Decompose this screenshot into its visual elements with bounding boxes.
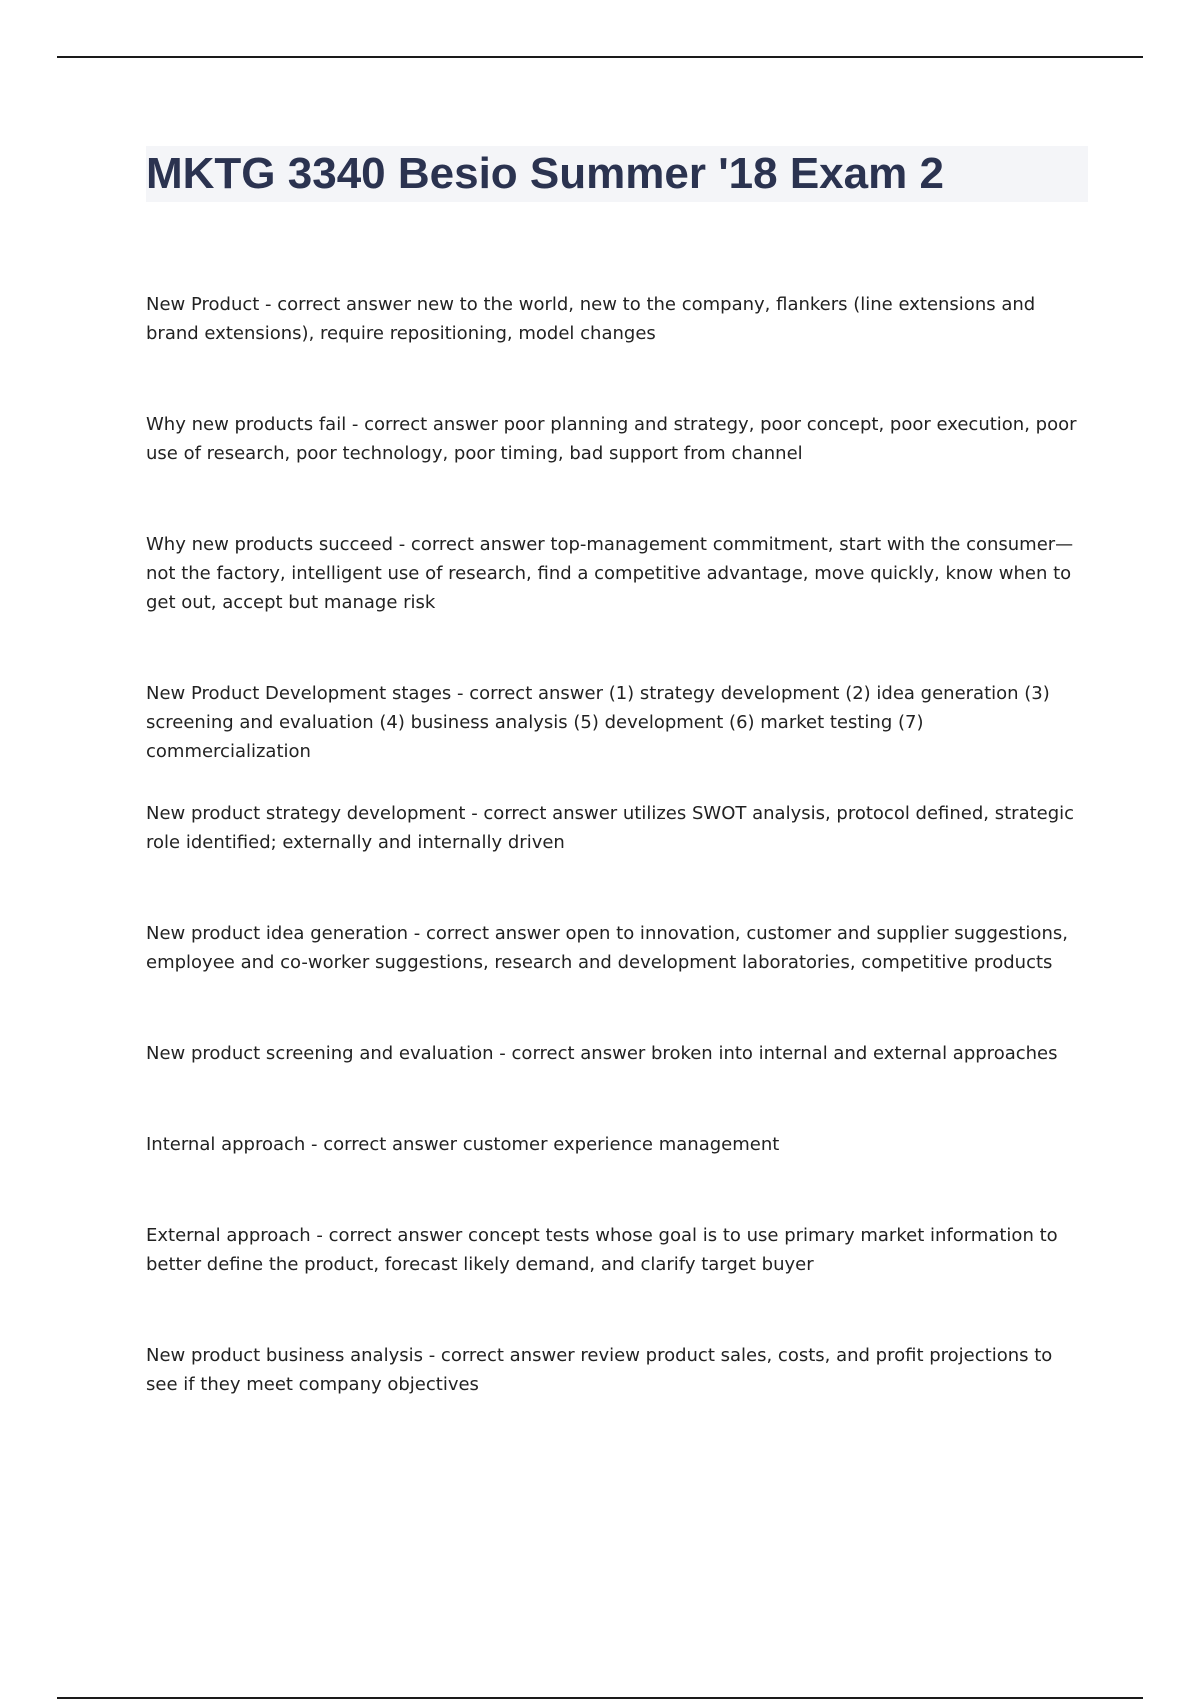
qa-item-strategy-development: New product strategy development - correct answer utilizes SWOT analysis, protocol defined, strategic role identified; externally and internally driven: [146, 803, 1075, 853]
qa-item-external-approach: External approach - correct answer concept tests whose goal is to use primary market information to better define the product, forecast likely demand, and clarify target buyer: [146, 1225, 1058, 1275]
bottom-rule: [57, 1697, 1143, 1699]
qa-item-why-fail: Why new products fail - correct answer poor planning and strategy, poor concept, poor execution, poor use of research, poor technology, poor timing, bad support from channel: [146, 414, 1077, 464]
qa-item-idea-generation: New product idea generation - correct answer open to innovation, customer and supplier suggestions, employee and co-worker suggestions, research and development laboratories, competitive products: [146, 923, 1068, 973]
qa-item-internal-approach: Internal approach - correct answer customer experience management: [146, 1134, 780, 1155]
document-title: MKTG 3340 Besio Summer '18 Exam 2: [146, 149, 944, 198]
qa-item-new-product: New Product - correct answer new to the world, new to the company, flankers (line extensions and brand extensions), require repositioning, model changes: [146, 294, 1036, 344]
qa-item-screening-evaluation: New product screening and evaluation - correct answer broken into internal and external approaches: [146, 1043, 1058, 1064]
qa-item-development-stages: New Product Development stages - correct answer (1) strategy development (2) idea generation (3) screening and evaluation (4) business analysis (5) development (6) market testing (7) commercialization: [146, 683, 1050, 762]
qa-item-business-analysis: New product business analysis - correct answer review product sales, costs, and profit projections to see if they meet company objectives: [146, 1345, 1053, 1395]
top-rule: [57, 56, 1143, 58]
qa-item-why-succeed: Why new products succeed - correct answer top-management commitment, start with the consumer—not the factory, intelligent use of research, find a competitive advantage, move quickly, know when to get out, accept but manage risk: [146, 534, 1074, 613]
title-banner: [146, 146, 1088, 202]
